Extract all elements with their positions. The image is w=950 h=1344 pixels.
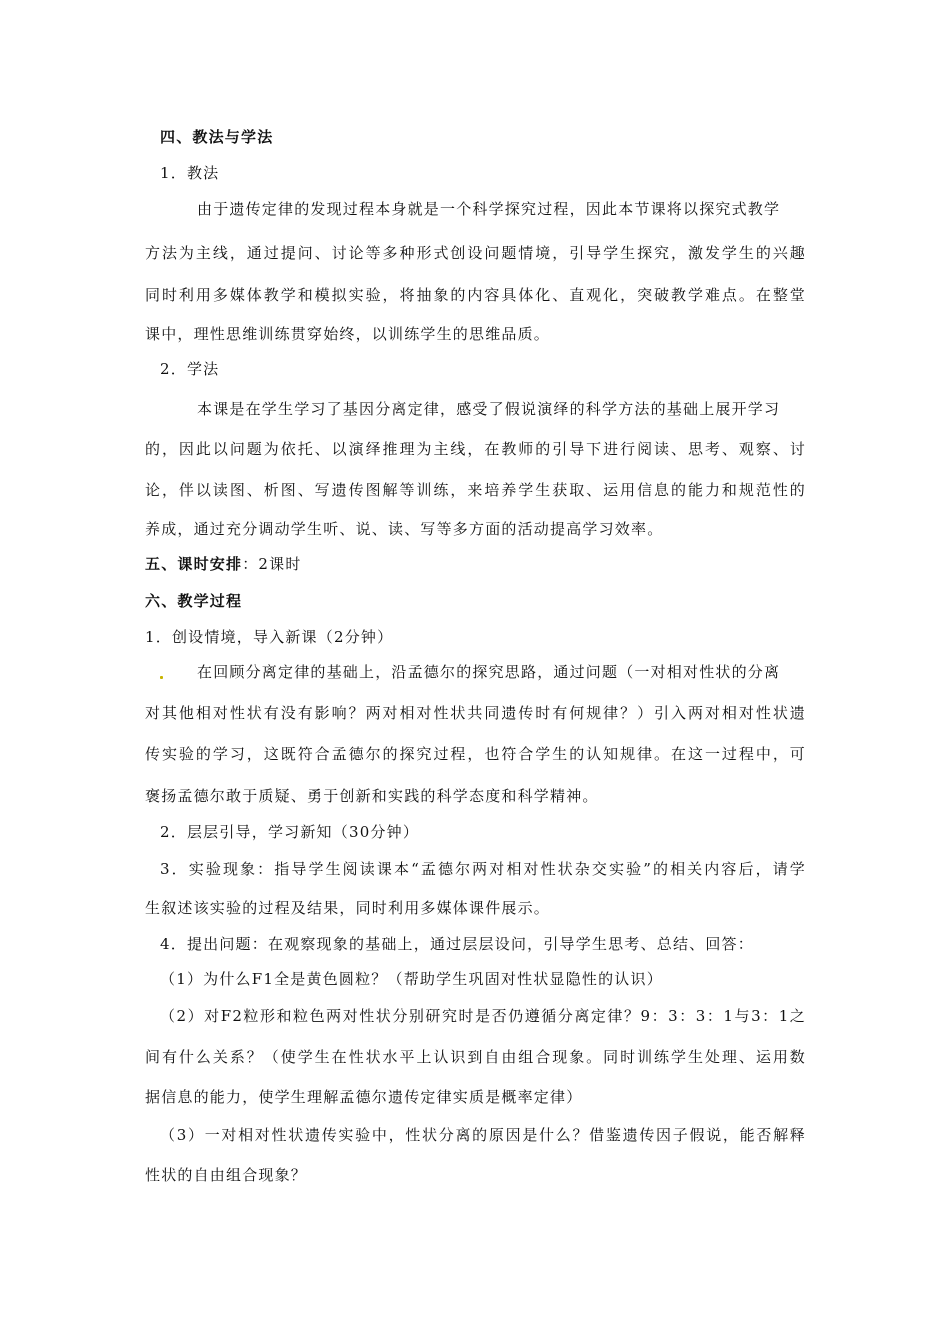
paragraph-line: 养成，通过充分调动学生听、说、读、写等多方面的活动提高学习效率。 <box>145 520 664 538</box>
section-5-label: 五、课时安排 <box>145 555 243 573</box>
section-6-2-heading: 2．层层引导，学习新知（30分钟） <box>160 823 420 841</box>
question-3-line: 性状的自由组合现象？ <box>145 1166 308 1184</box>
section-6-heading: 六、教学过程 <box>145 592 243 610</box>
paragraph-line: 的，因此以问题为依托、以演绎推理为主线，在教师的引导下进行阅读、思考、观察、讨 <box>145 440 806 458</box>
section-5-value: ：2课时 <box>242 555 302 573</box>
paragraph-line: 本课是在学生学习了基因分离定律，感受了假说演绎的科学方法的基础上展开学习 <box>197 400 781 418</box>
marker-dot <box>160 676 163 679</box>
question-1: （1）为什么F1全是黄色圆粒？（帮助学生巩固对性状显隐性的认识） <box>160 970 663 988</box>
question-2-line: 间有什么关系？（使学生在性状水平上认识到自由组合现象。同时训练学生处理、运用数 <box>145 1048 806 1066</box>
question-2-line: （2）对F2粒形和粒色两对性状分别研究时是否仍遵循分离定律？9：3：3：1与3：1之 <box>160 1007 806 1025</box>
paragraph-line: 在回顾分离定律的基础上，沿孟德尔的探究思路，通过问题（一对相对性状的分离 <box>197 663 781 681</box>
paragraph-line: 由于遗传定律的发现过程本身就是一个科学探究过程，因此本节课将以探究式教学 <box>197 200 781 218</box>
section-5-line <box>145 553 302 575</box>
paragraph-line: 课中，理性思维训练贯穿始终，以训练学生的思维品质。 <box>145 325 551 343</box>
section-4-1-heading: 1．教法 <box>160 164 220 182</box>
question-2-line: 据信息的能力，使学生理解孟德尔遗传定律实质是概率定律） <box>145 1088 583 1106</box>
section-4-2-heading: 2．学法 <box>160 360 220 378</box>
paragraph-line: 对其他相对性状有没有影响？两对相对性状共同遗传时有何规律？）引入两对相对性状遗 <box>145 704 806 722</box>
paragraph-line: 3．实验现象：指导学生阅读课本“孟德尔两对相对性状杂交实验”的相关内容后，请学 <box>160 860 806 878</box>
paragraph-line: 同时利用多媒体教学和模拟实验，将抽象的内容具体化、直观化，突破教学难点。在整堂 <box>145 286 806 304</box>
paragraph-line: 论，伴以读图、析图、写遗传图解等训练，来培养学生获取、运用信息的能力和规范性的 <box>145 481 806 499</box>
paragraph-line: 传实验的学习，这既符合孟德尔的探究过程，也符合学生的认知规律。在这一过程中，可 <box>145 745 806 763</box>
paragraph-line: 生叙述该实验的过程及结果，同时利用多媒体课件展示。 <box>145 899 551 917</box>
paragraph-line: 褒扬孟德尔敢于质疑、勇于创新和实践的科学态度和科学精神。 <box>145 787 599 805</box>
section-4-heading: 四、教法与学法 <box>160 128 274 146</box>
paragraph-line: 方法为主线，通过提问、讨论等多种形式创设问题情境，引导学生探究，激发学生的兴趣 <box>145 244 806 262</box>
question-3-line: （3）一对相对性状遗传实验中，性状分离的原因是什么？借鉴遗传因子假说，能否解释 <box>160 1126 806 1144</box>
section-6-1-heading: 1．创设情境，导入新课（2分钟） <box>145 628 394 646</box>
paragraph-line: 4．提出问题：在观察现象的基础上，通过层层设问，引导学生思考、总结、回答： <box>160 935 754 953</box>
